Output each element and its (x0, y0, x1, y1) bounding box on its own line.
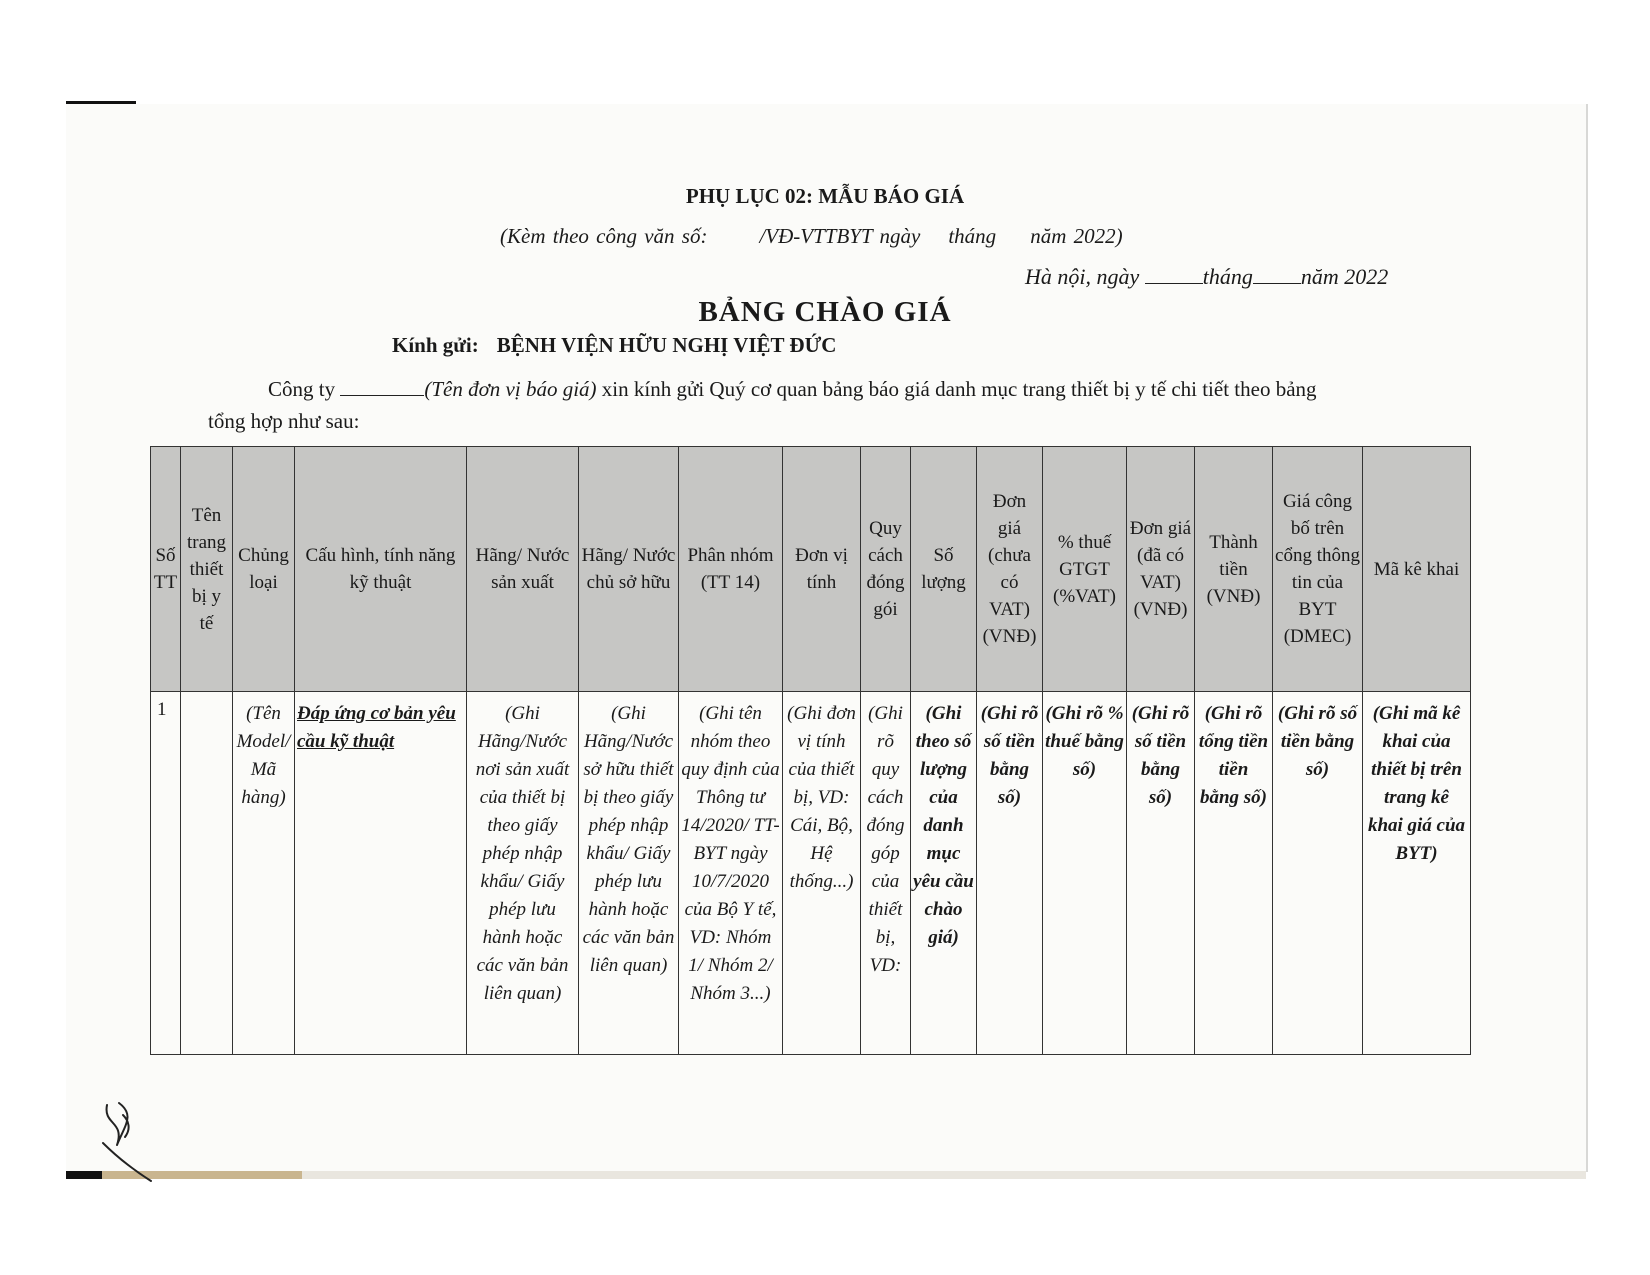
intro-placeholder: (Tên đơn vị báo giá) (424, 377, 597, 401)
cell-group: (Ghi tên nhóm theo quy định của Thông tư 14/2020/ TT-BYT ngày 10/7/2020 của Bộ Y tế, VD: Nhóm 1/ Nhóm 2/ Nhóm 3...) (679, 692, 783, 1055)
appendix-heading: PHỤ LỤC 02: MẪU BÁO GIÁ (685, 184, 965, 208)
cell-quantity: (Ghi theo số lượng của danh mục yêu cầu chào giá) (911, 692, 977, 1055)
col-header-published-price: Giá công bố trên cổng thông tin của BYT (DMEC) (1273, 447, 1363, 692)
col-header-quantity: Số lượng (911, 447, 977, 692)
cell-unit-price-inc-vat: (Ghi rõ số tiền bằng số) (1127, 692, 1195, 1055)
cell-device-name (181, 692, 233, 1055)
cell-owner: (Ghi Hãng/Nước sở hữu thiết bị theo giấy phép nhập khẩu/ Giấy phép lưu hành hoặc các văn bản liên quan) (579, 692, 679, 1055)
col-header-packaging: Quy cách đóng gói (861, 447, 911, 692)
month-blank (1253, 265, 1301, 284)
col-header-total: Thành tiền (VNĐ) (1195, 447, 1273, 692)
cell-manufacturer: (Ghi Hãng/Nước nơi sản xuất của thiết bị theo giấy phép nhập khẩu/ Giấy phép lưu hành hoặc các văn bản liên quan) (467, 692, 579, 1055)
company-blank (340, 377, 424, 396)
recipient-name: BỆNH VIỆN HỮU NGHỊ VIỆT ĐỨC (496, 333, 837, 357)
attachment-month: tháng (948, 224, 997, 248)
intro-start: Công ty (268, 377, 336, 401)
cell-unit-price-ex-vat: (Ghi rõ số tiền bằng số) (977, 692, 1043, 1055)
col-header-manufacturer: Hãng/ Nước sản xuất (467, 447, 579, 692)
date-line (1025, 264, 1388, 290)
col-header-specs: Cấu hình, tính năng kỹ thuật (295, 447, 467, 692)
col-header-stt: Số TT (151, 447, 181, 692)
date-month: tháng (1202, 264, 1253, 289)
col-header-unit-price-inc-vat: Đơn giá (đã có VAT) (VNĐ) (1127, 447, 1195, 692)
cell-published-price: (Ghi rõ số tiền bằng số) (1273, 692, 1363, 1055)
date-place: Hà nội, ngày (1025, 264, 1140, 289)
cell-specs: Đáp ứng cơ bản yêu cầu kỹ thuật (295, 692, 467, 1055)
attachment-line (500, 224, 1123, 249)
col-header-declaration-code: Mã kê khai (1363, 447, 1471, 692)
intro-line-1 (268, 377, 1317, 402)
document-title: BẢNG CHÀO GIÁ (698, 296, 952, 328)
col-header-type: Chủng loại (233, 447, 295, 692)
attachment-prefix: (Kèm theo công văn số: (500, 224, 708, 248)
cell-packaging: (Ghi rõ quy cách đóng góp của thiết bị, VD: (861, 692, 911, 1055)
intro-line-2: tổng hợp như sau: (208, 409, 360, 433)
col-header-owner: Hãng/ Nước chủ sở hữu (579, 447, 679, 692)
date-year: năm 2022 (1300, 264, 1389, 289)
recipient-label: Kính gửi: (392, 333, 479, 357)
col-header-device-name: Tên trang thiết bị y tế (181, 447, 233, 692)
table-row (151, 692, 1471, 1055)
scan-edge-bottom (66, 1171, 1586, 1179)
cell-total: (Ghi rõ tổng tiền tiền bằng số) (1195, 692, 1273, 1055)
col-header-vat-percent: % thuế GTGT (%VAT) (1043, 447, 1127, 692)
col-header-group: Phân nhóm (TT 14) (679, 447, 783, 692)
col-header-unit: Đơn vị tính (783, 447, 861, 692)
cell-vat-percent: (Ghi rõ % thuế bằng số) (1043, 692, 1127, 1055)
cell-unit: (Ghi đơn vị tính của thiết bị, VD: Cái, Bộ, Hệ thống...) (783, 692, 861, 1055)
quotation-table (150, 446, 1471, 1055)
cell-type: (Tên Model/ Mã hàng) (233, 692, 295, 1055)
cell-stt: 1 (151, 692, 181, 1055)
day-blank (1145, 265, 1203, 284)
intro-rest: xin kính gửi Quý cơ quan bảng báo giá danh mục trang thiết bị y tế chi tiết theo bảng (601, 377, 1317, 401)
initials-signature (95, 1085, 165, 1185)
attachment-year: năm 2022) (1030, 224, 1123, 248)
cell-declaration-code: (Ghi mã kê khai của thiết bị trên trang kê khai giá của BYT) (1363, 692, 1471, 1055)
col-header-unit-price-ex-vat: Đơn giá (chưa có VAT) (VNĐ) (977, 447, 1043, 692)
table-header-row (151, 447, 1471, 692)
recipient-line (392, 333, 836, 358)
attachment-doc-code: /VĐ-VTTBYT ngày (759, 224, 921, 248)
